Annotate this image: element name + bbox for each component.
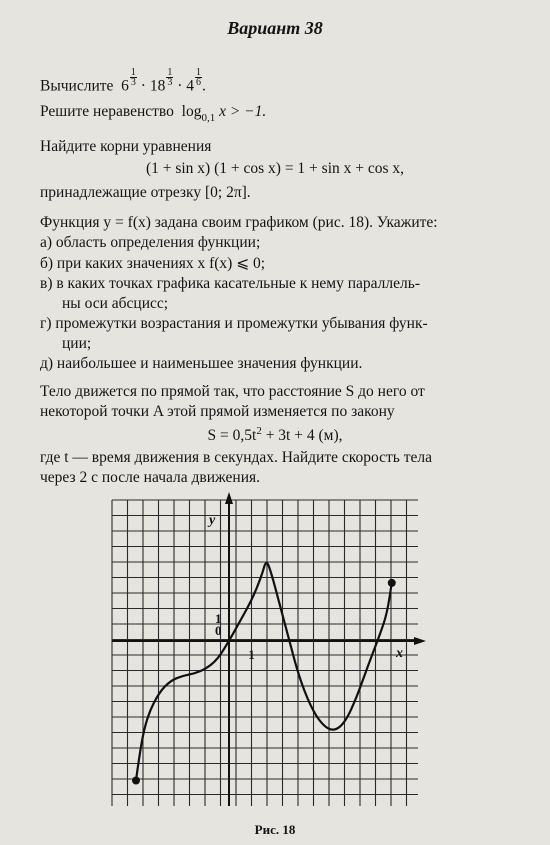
curve-endpoint-0: [132, 777, 140, 785]
y-axis-label: y: [209, 513, 216, 528]
task5-formula-left: S = 0,5t: [207, 427, 257, 445]
task5-line1: Тело движется по прямой так, что расстояние S до него от: [40, 383, 425, 400]
task1-base2: 18: [149, 77, 166, 95]
task4-intro: Функция y = f(x) задана своим графиком (рис. 18). Укажите:: [40, 214, 438, 231]
task4-item-d: д) наибольшее и наименьшее значения функции.: [40, 355, 363, 372]
y-axis-arrow: [225, 492, 233, 504]
task1-dot1: ·: [140, 77, 146, 95]
task2-log: log: [181, 103, 202, 120]
task1-end: .: [202, 77, 206, 95]
task3-line1: Найдите корни уравнения: [40, 138, 212, 155]
task5-line5: через 2 с после начала движения.: [40, 469, 261, 486]
task2-log-base: 0,1: [201, 112, 216, 124]
y-tick-label: 1: [215, 610, 222, 626]
origin-label: 0: [215, 623, 222, 638]
x-axis-arrow: [414, 637, 426, 645]
task1-base1: 6: [121, 77, 129, 95]
task1-exp2: $\frac{1}{3}$: [167, 67, 173, 88]
curve-endpoint-1: [388, 579, 396, 587]
task4-item-v1: в) в каких точках графика касательные к нему параллель-: [40, 275, 420, 292]
task4-item-b: б) при каких значениях x f(x) ⩽ 0;: [40, 255, 266, 272]
task4-item-g2: ции;: [62, 335, 92, 352]
task4-item-v2: ны оси абсцисс;: [62, 295, 169, 312]
task2-text: Решите неравенство: [40, 103, 174, 120]
task5-formula-right: + 3t + 4 (м),: [261, 427, 343, 445]
task1-exp1: $\frac{1}{3}$: [130, 67, 136, 88]
task1-exp3: $\frac{1}{6}$: [196, 67, 201, 88]
task5-line2: некоторой точки A этой прямой изменяется по закону: [40, 403, 395, 420]
x-tick-label: 1: [248, 647, 255, 662]
task3-line3: принадлежащие отрезку [0; 2π].: [40, 184, 251, 201]
task2-rest: x > −1.: [215, 103, 267, 120]
task1-text: Вычислите: [40, 77, 114, 95]
task4-item-a: а) область определения функции;: [40, 234, 261, 251]
task5-formula-exp: 2: [256, 425, 262, 437]
task1-base3: 4: [186, 77, 194, 95]
task1-dot2: ·: [177, 77, 183, 95]
figure-caption: Рис. 18: [254, 822, 296, 837]
task3-equation: (1 + sin x) (1 + cos x) = 1 + sin x + cos x,: [145, 160, 405, 177]
x-axis-label: x: [396, 646, 403, 661]
task4-item-g1: г) промежутки возрастания и промежутки убывания функ-: [40, 315, 428, 332]
task5-line4: где t — время движения в секундах. Найдите скорость тела: [40, 449, 432, 466]
variant-title: Вариант 38: [227, 18, 323, 38]
